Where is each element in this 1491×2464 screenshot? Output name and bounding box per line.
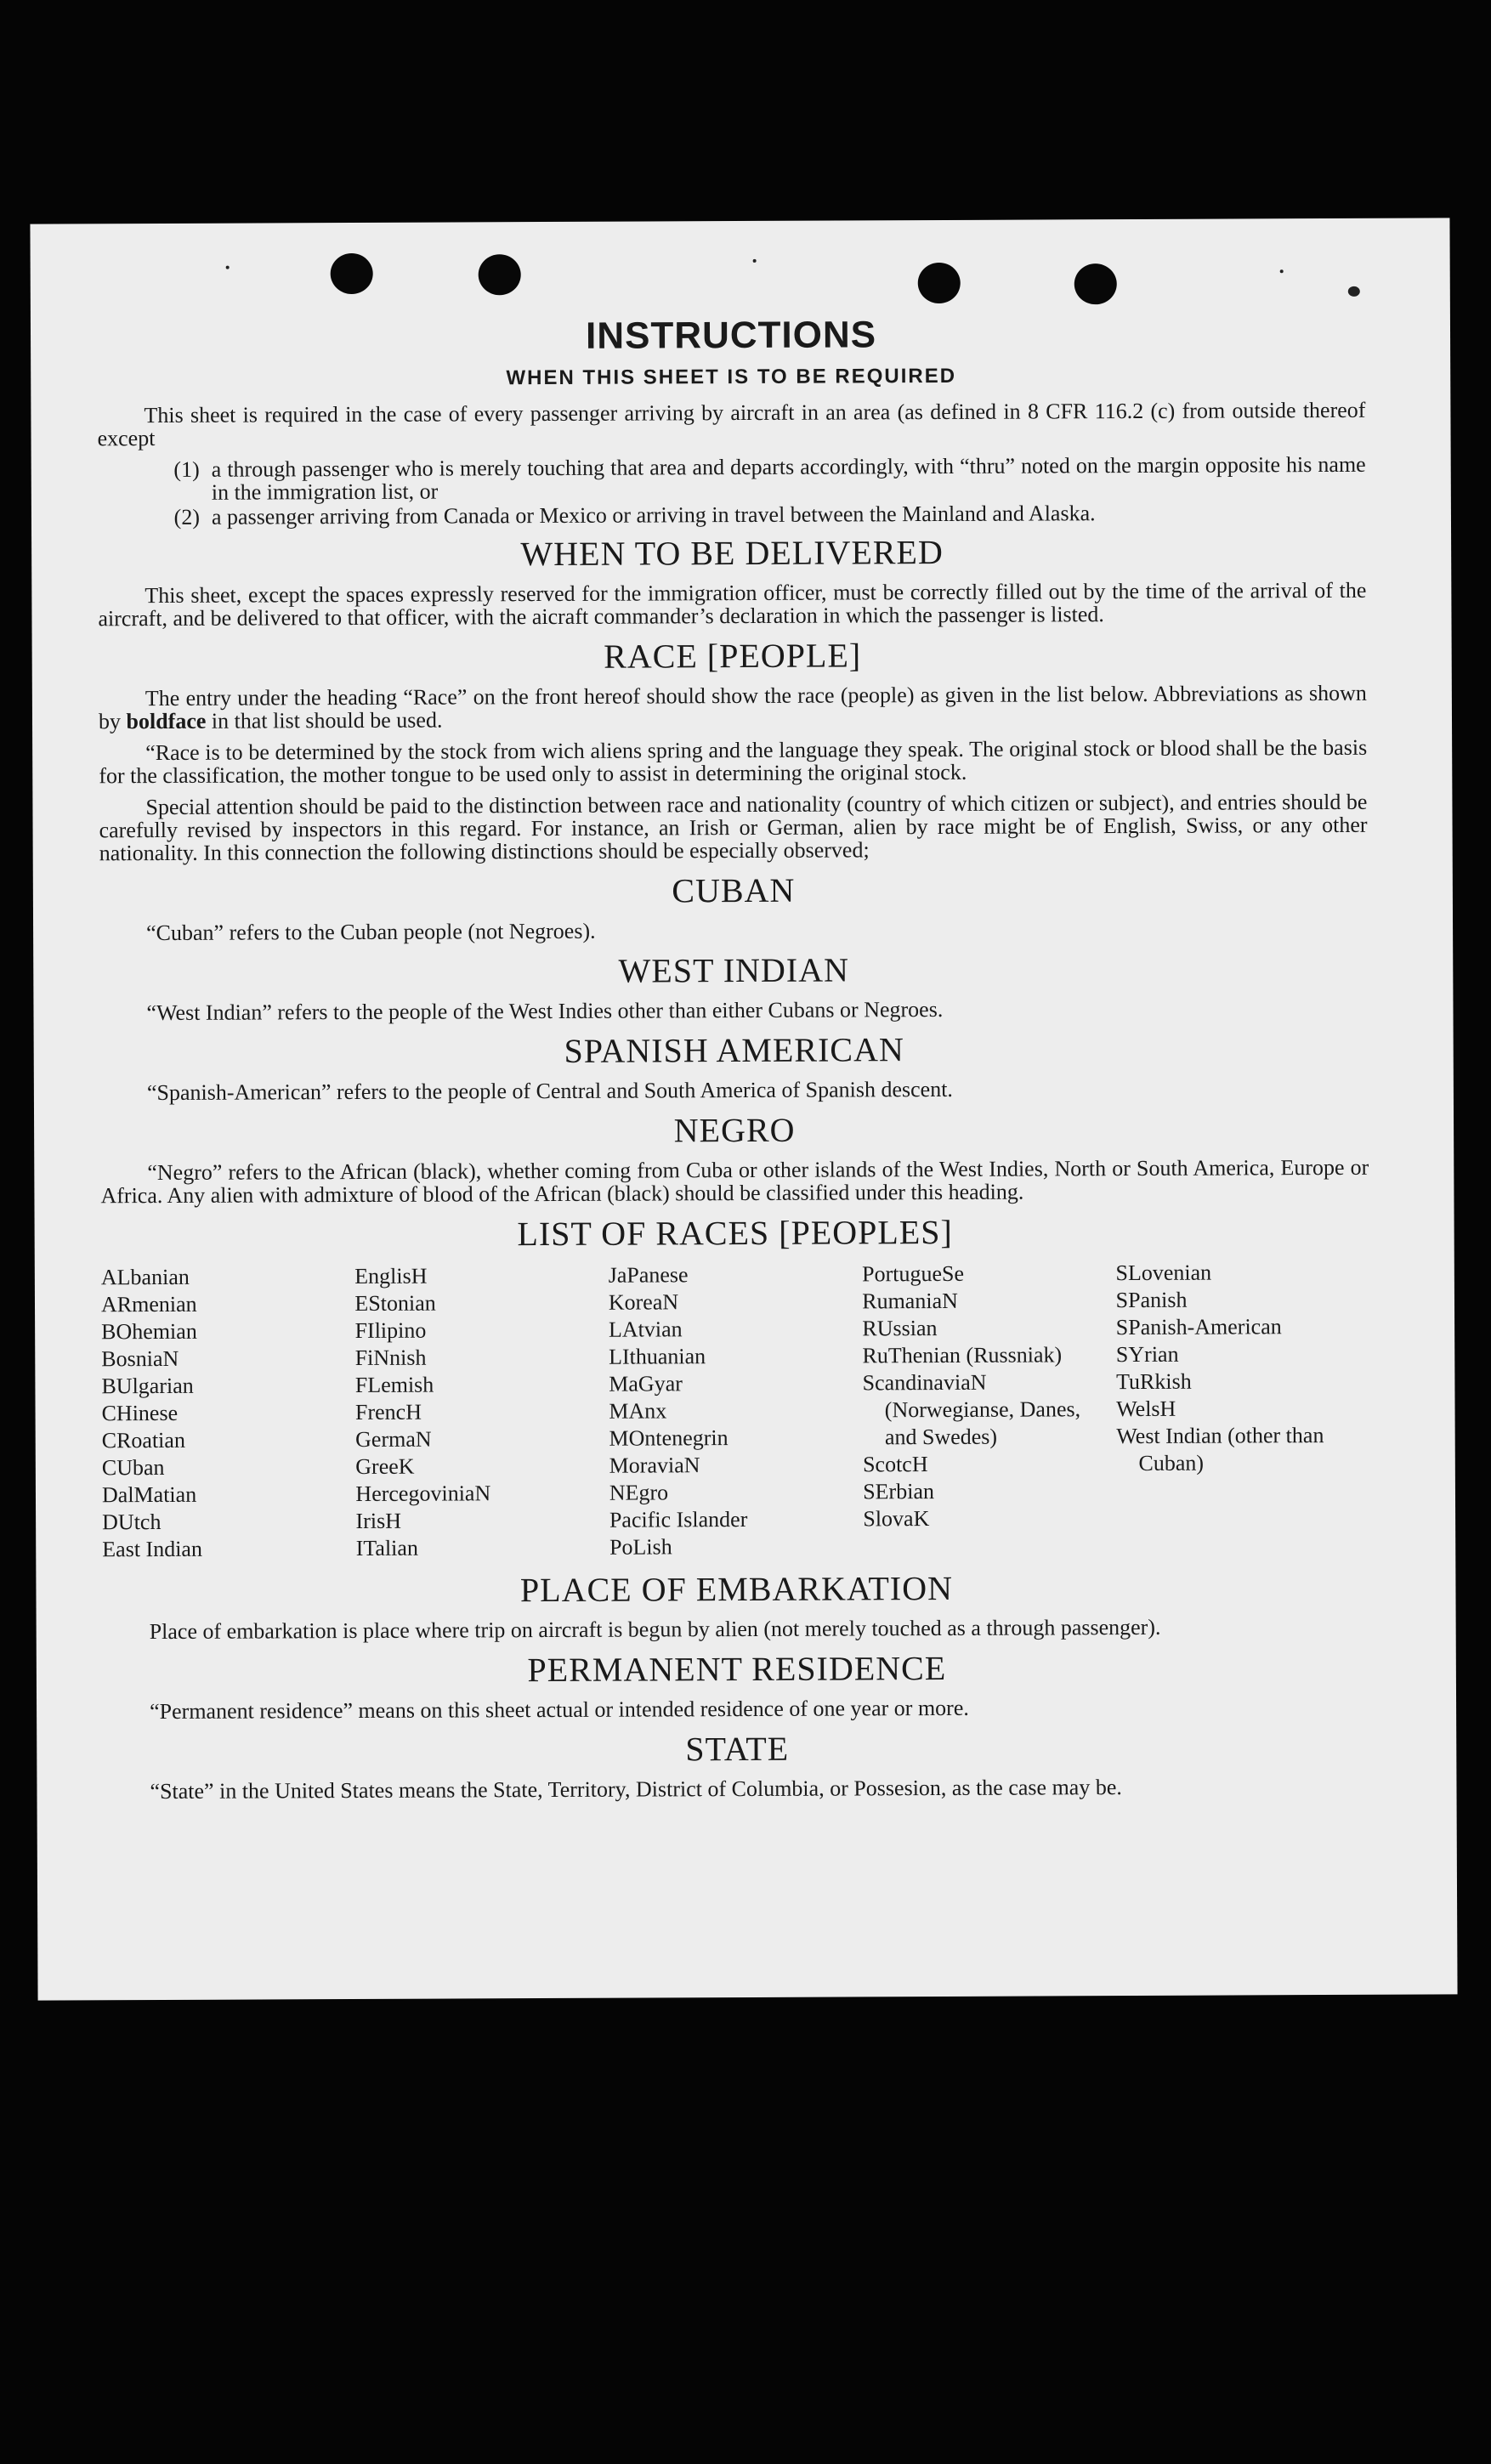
race-text: in that list should be used. [206, 707, 443, 734]
race-entry: PoLish [609, 1534, 672, 1560]
race-entry: SErbian [863, 1479, 935, 1504]
negro-paragraph: “Negro” refers to the African (black), whether coming from Cuba or other islands of the West Indies, North or South America, Europe or Africa. Any alien with admixture of blood of the African (black) should be classified under this heading. [100, 1154, 1369, 1209]
race-entry: SYrian [1115, 1341, 1179, 1368]
spanish-american-paragraph: “Spanish-American” refers to the people of Central and South America of Spanish descent. [146, 1076, 953, 1106]
race-entry: ARmenian [100, 1291, 197, 1317]
race-entry: WelsH [1116, 1396, 1176, 1422]
race-entry: KoreaN [608, 1289, 679, 1315]
race-entry: EnglisH [354, 1263, 428, 1289]
race-entry: LAtvian [608, 1317, 683, 1342]
race-entry: FIlipino [354, 1317, 427, 1343]
section-heading-cuban: CUBAN [672, 870, 796, 910]
race-entry: ScandinaviaN (Norwegianse, Danes, and Swedes) [862, 1369, 1081, 1450]
race-column [1115, 1259, 1370, 1559]
punch-hole [918, 263, 961, 303]
west-indian-paragraph: “West Indian” refers to the people of the West Indies other than either Cubans or Negroes. [146, 996, 944, 1026]
race-entry: FrencH [354, 1399, 422, 1425]
intro-paragraph: This sheet is required in the case of every passenger arriving by aircraft in an area (as defined in 8 CFR 116.2 (c) from outside thereof except [97, 397, 1366, 451]
section-heading-spanish-american: SPANISH AMERICAN [564, 1030, 904, 1070]
race-entry: ScotcH [862, 1452, 928, 1477]
page-title: INSTRUCTIONS [585, 314, 877, 357]
race-entry: CRoatian [101, 1427, 185, 1453]
race-entry: TuRkish [1115, 1368, 1192, 1395]
race-column [101, 1263, 356, 1563]
race-entry: SPanish-American [1115, 1314, 1282, 1340]
race-column [354, 1262, 609, 1562]
race-entry: FiNnish [354, 1345, 427, 1370]
list-text: a passenger arriving from Canada or Mexico or arriving in travel between the Mainland and Alaska. [211, 501, 1096, 530]
race-entry: EStonian [354, 1290, 436, 1316]
cuban-paragraph: “Cuban” refers to the Cuban people (not Negroes). [146, 918, 596, 946]
scan-speck [1348, 286, 1360, 297]
list-item [98, 453, 1366, 505]
page-subtitle: WHEN THIS SHEET IS TO BE REQUIRED [506, 364, 957, 390]
race-entry: SPanish [1115, 1287, 1188, 1313]
section-heading-negro: NEGRO [673, 1110, 796, 1150]
race-entry: IrisH [355, 1508, 402, 1533]
races-list [101, 1259, 1371, 1564]
list-text: a through passenger who is merely touching that area and departs accordingly, with “thru” noted on the margin opposite his name in the immigration list, or [211, 451, 1366, 505]
race-entry: PortugueSe [862, 1260, 965, 1287]
race-entry: CHinese [101, 1400, 179, 1426]
embarkation-paragraph: Place of embarkation is place where trip on aircraft is begun by alien (not merely touched as a through passenger). [149, 1614, 1161, 1645]
punch-hole [1074, 263, 1117, 304]
race-entry: GermaN [355, 1426, 432, 1452]
race-paragraph-1 [99, 682, 1367, 734]
exceptions-list [98, 453, 1366, 530]
scan-speck [1280, 269, 1284, 273]
race-entry: SlovaK [863, 1506, 930, 1532]
race-entry: Pacific Islander [609, 1506, 748, 1532]
race-entry: LIthuanian [609, 1344, 706, 1369]
punch-hole [331, 253, 373, 294]
race-entry: West Indian (other than Cuban) [1116, 1423, 1324, 1476]
list-number: (1) [173, 456, 200, 482]
race-entry: JaPanese [608, 1262, 689, 1288]
race-entry: NEgro [609, 1480, 669, 1505]
race-entry: RuThenian (Russniak) [862, 1342, 1063, 1368]
race-entry: GreeK [355, 1453, 415, 1479]
race-entry: CUban [101, 1454, 165, 1481]
scan-speck [226, 266, 230, 269]
race-entry: BosniaN [101, 1345, 179, 1372]
race-paragraph-3: Special attention should be paid to the distinction between race and nationality (country of which citizen or subject), and entries should be carefully revised by inspectors in this regard. For instance, an Irish or German, alien by race might be of English, Swiss, or any other nationality. In this connection the following distinctions should be especially observed; [99, 789, 1368, 866]
race-column [862, 1260, 1117, 1560]
residence-paragraph: “Permanent residence” means on this sheet actual or intended residence of one year or more. [150, 1695, 969, 1725]
race-entry: HercegoviniaN [355, 1481, 491, 1506]
section-heading-state: STATE [685, 1729, 790, 1769]
section-heading-delivered: WHEN TO BE DELIVERED [520, 532, 944, 574]
race-text: The entry under the heading “Race” on the front hereof should show the race (people) as given in the list below. Abbreviations as shown by [98, 680, 1367, 734]
section-heading-residence: PERMANENT RESIDENCE [527, 1648, 947, 1690]
race-entry: MOntenegrin [609, 1425, 728, 1451]
race-entry: BUlgarian [101, 1373, 194, 1399]
race-entry: ITalian [355, 1535, 418, 1561]
delivered-paragraph: This sheet, except the spaces expressly reserved for the immigration officer, must be correctly filled out by the time of the arrival of the aircraft, and be delivered to that officer, with the aicraft commander’s declaration in which the passenger is listed. [98, 577, 1367, 632]
section-heading-race: RACE [PEOPLE] [604, 636, 862, 676]
race-entry: East Indian [102, 1536, 203, 1562]
race-paragraph-2: “Race is to be determined by the stock from wich aliens spring and the language they speak. The original stock or blood shall be the basis for the classification, the mother tongue to be used only to assist in determining the original stock. [99, 734, 1368, 789]
race-entry: MoraviaN [609, 1453, 700, 1478]
section-heading-races-list: LIST OF RACES [PEOPLES] [517, 1212, 953, 1254]
race-entry: RumaniaN [862, 1288, 958, 1314]
race-entry: MaGyar [609, 1371, 683, 1396]
state-paragraph: “State” in the United States means the State, Territory, District of Columbia, or Possesion, as the case may be. [150, 1775, 1122, 1804]
race-entry: RUssian [862, 1316, 938, 1341]
race-entry: MAnx [609, 1398, 667, 1424]
race-entry: ALbanian [100, 1264, 190, 1290]
document-page [30, 218, 1457, 2000]
scan-speck [753, 259, 757, 263]
race-entry: BOhemian [101, 1318, 197, 1345]
boldface-term: boldface [126, 708, 207, 734]
list-item [98, 501, 1366, 530]
race-column [609, 1260, 864, 1561]
race-entry: DUtch [102, 1509, 162, 1535]
list-number: (2) [173, 504, 201, 530]
race-entry: SLovenian [1115, 1260, 1212, 1286]
section-heading-embarkation: PLACE OF EMBARKATION [519, 1568, 954, 1610]
section-heading-west-indian: WEST INDIAN [618, 950, 850, 990]
race-entry: DalMatian [101, 1481, 197, 1508]
punch-hole [479, 254, 521, 295]
race-entry: FLemish [354, 1372, 434, 1397]
